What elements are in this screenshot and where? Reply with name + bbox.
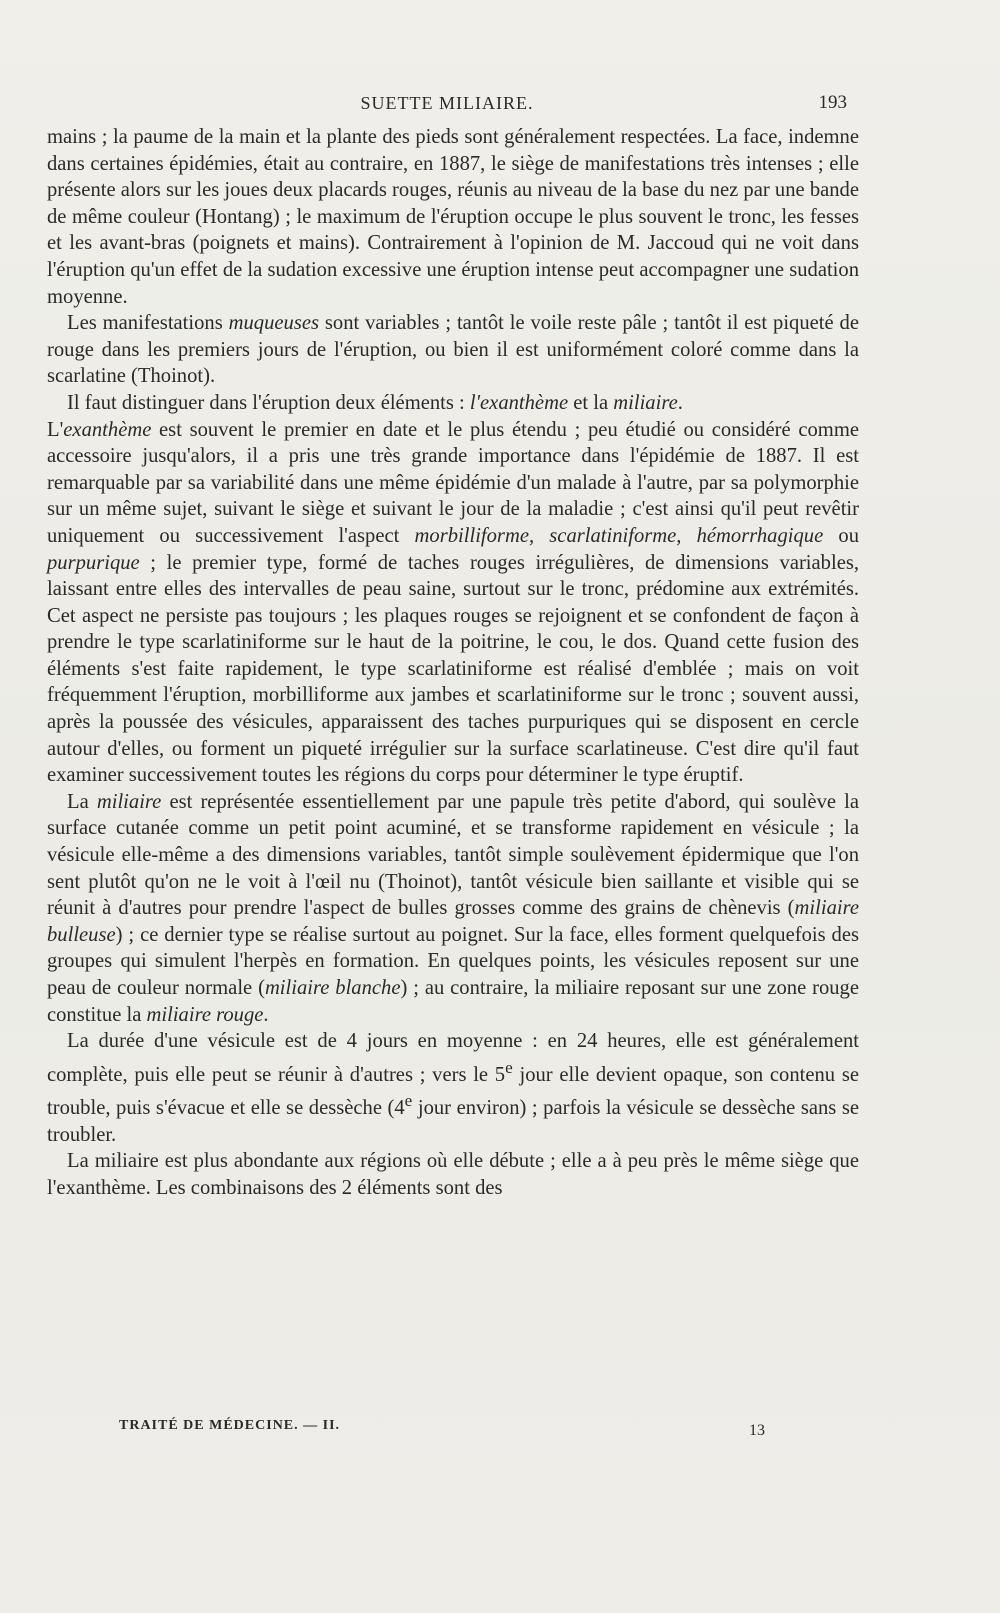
paragraph-1: mains ; la paume de la main et la plante des pieds sont généralement respectées. La face, indemne dans certaines épidémies, était au contraire, en 1887, le siège de manifestations très intenses ; elle présente alors sur les joues deux placards rouges, réunis au niveau de la base du nez par une bande de même couleur (Hontang) ; le maximum de l'éruption occupe le plus souvent le tronc, les fesses et les avant-bras (poignets et mains). Contrairement à l'opinion de M. Jaccoud qui ne voit dans l'éruption qu'un effet de la sudation excessive une éruption intense peut accompagner une sudation moyenne. <box>47 126 859 308</box>
paragraph-3 <box>47 390 859 417</box>
text-run: La durée d'une vésicule est de 4 jours en moyenne : en 24 heures, elle est généralement complète, puis elle peut se réunir à d'autres ; vers le 5 <box>47 1030 859 1086</box>
signature-mark: 13 <box>749 1422 765 1439</box>
italic-term: miliaire <box>613 391 678 414</box>
body-text <box>47 124 859 1201</box>
running-head: SUETTE MILIAIRE. <box>360 93 534 113</box>
text-run: et la <box>568 391 614 414</box>
text-run: jour environ) ; parfois la vésicule se dessèche sans se troubler. <box>47 1097 860 1146</box>
superscript: e <box>404 1091 413 1111</box>
text-run: . <box>263 1003 269 1026</box>
book-title: TRAITÉ DE MÉDECINE. — II. <box>119 1418 341 1433</box>
text-run: ; le premier type, formé de taches rouges irrégulières, de dimensions variables, laissant entre elles des intervalles de peau saine, surtout sur le tronc, prédomine aux extrémités. Cet aspect ne persiste pas toujours ; les plaques rouges se rejoignent et se confondent de façon à prendre le type scarlatiniforme sur le haut de la poitrine, le cou, le dos. Quand cette fusion des éléments s'est faite rapidement, le type scarlatiniforme est réalisé d'emblée ; mais on voit fréquemment l'éruption, morbilliforme aux jambes et scarlatiniforme sur le tronc ; souvent aussi, après la poussée des vésicules, apparaissent des taches purpuriques qui se disposent en cercle autour d'elles, ou forment un piqueté irrégulier sur la surface scarlatineuse. C'est dire qu'il faut examiner successivement toutes les régions du corps pour déterminer le type éruptif. <box>47 551 859 787</box>
paragraph-2 <box>47 310 859 390</box>
italic-term: miliaire rouge <box>146 1003 264 1026</box>
italic-term: morbilliforme, scarlatiniforme, hémorrhagique <box>414 524 824 547</box>
page-number: 193 <box>818 92 847 113</box>
text-run: sont variables ; tantôt le voile reste pâle ; tantôt il est piqueté de rouge dans les premiers jours de l'éruption, ou bien il est uniformément coloré comme dans la scarlatine (Thoinot). <box>47 312 859 388</box>
page-header <box>47 90 847 120</box>
page-footer <box>47 1414 847 1454</box>
italic-term: miliaire bulleuse <box>47 897 859 946</box>
text-run: Les manifestations <box>67 312 229 335</box>
paragraph-5 <box>47 789 859 1028</box>
italic-term: muqueuses <box>228 312 319 335</box>
text-run: L' <box>47 418 64 441</box>
text-run: ) ; au contraire, la miliaire reposant sur une zone rouge constitue la <box>47 977 859 1026</box>
paragraph-4 <box>47 417 859 789</box>
italic-term: exanthème <box>63 418 152 441</box>
italic-term: l'exanthème <box>469 391 569 414</box>
paragraph-6 <box>47 1028 859 1148</box>
paragraph-7: La miliaire est plus abondante aux régions où elle débute ; elle a à peu près le même siège que l'exanthème. Les combinaisons des 2 éléments sont des <box>47 1150 859 1199</box>
text-run: ) ; ce dernier type se réalise surtout au poignet. Sur la face, elles forment quelquefois des groupes qui simulent l'herpès en formation. En quelques points, les vésicules reposent sur une peau de couleur normale ( <box>47 923 859 999</box>
text-run: est représentée essentiellement par une papule très petite d'abord, qui soulève la surface cutanée comme un petit point acuminé, et se transforme rapidement en vésicule ; la vésicule elle-même a des dimensions variables, tantôt simple soulèvement épidermique que l'on sent plutôt qu'on ne le voit à l'œil nu (Thoinot), tantôt vésicule bien saillante et visible qui se réunit à d'autres pour prendre l'aspect de bulles grosses comme des grains de chènevis ( <box>47 790 859 920</box>
text-run: La <box>67 790 97 813</box>
italic-term: miliaire <box>96 790 162 813</box>
text-run: Il faut distinguer dans l'éruption deux éléments : <box>67 391 470 414</box>
text-run: jour elle devient opaque, son contenu se trouble, puis s'évacue et elle se dessèche (4 <box>47 1063 859 1120</box>
text-run: . <box>677 391 683 414</box>
text-run: ou <box>823 524 860 547</box>
text-run: est souvent le premier en date et le plus étendu ; peu étudié ou considéré comme accessoire jusqu'alors, il a pris une très grande importance dans l'épidémie de 1887. Il est remarquable par sa variabilité dans une même épidémie d'un malade à l'autre, par sa polymorphie sur un même sujet, suivant le siège et suivant le jour de la maladie ; c'est ainsi qu'il peut revêtir uniquement ou successivement l'aspect <box>47 418 859 547</box>
italic-term: purpurique <box>47 551 140 574</box>
italic-term: miliaire blanche <box>264 977 401 999</box>
superscript: e <box>505 1057 513 1077</box>
